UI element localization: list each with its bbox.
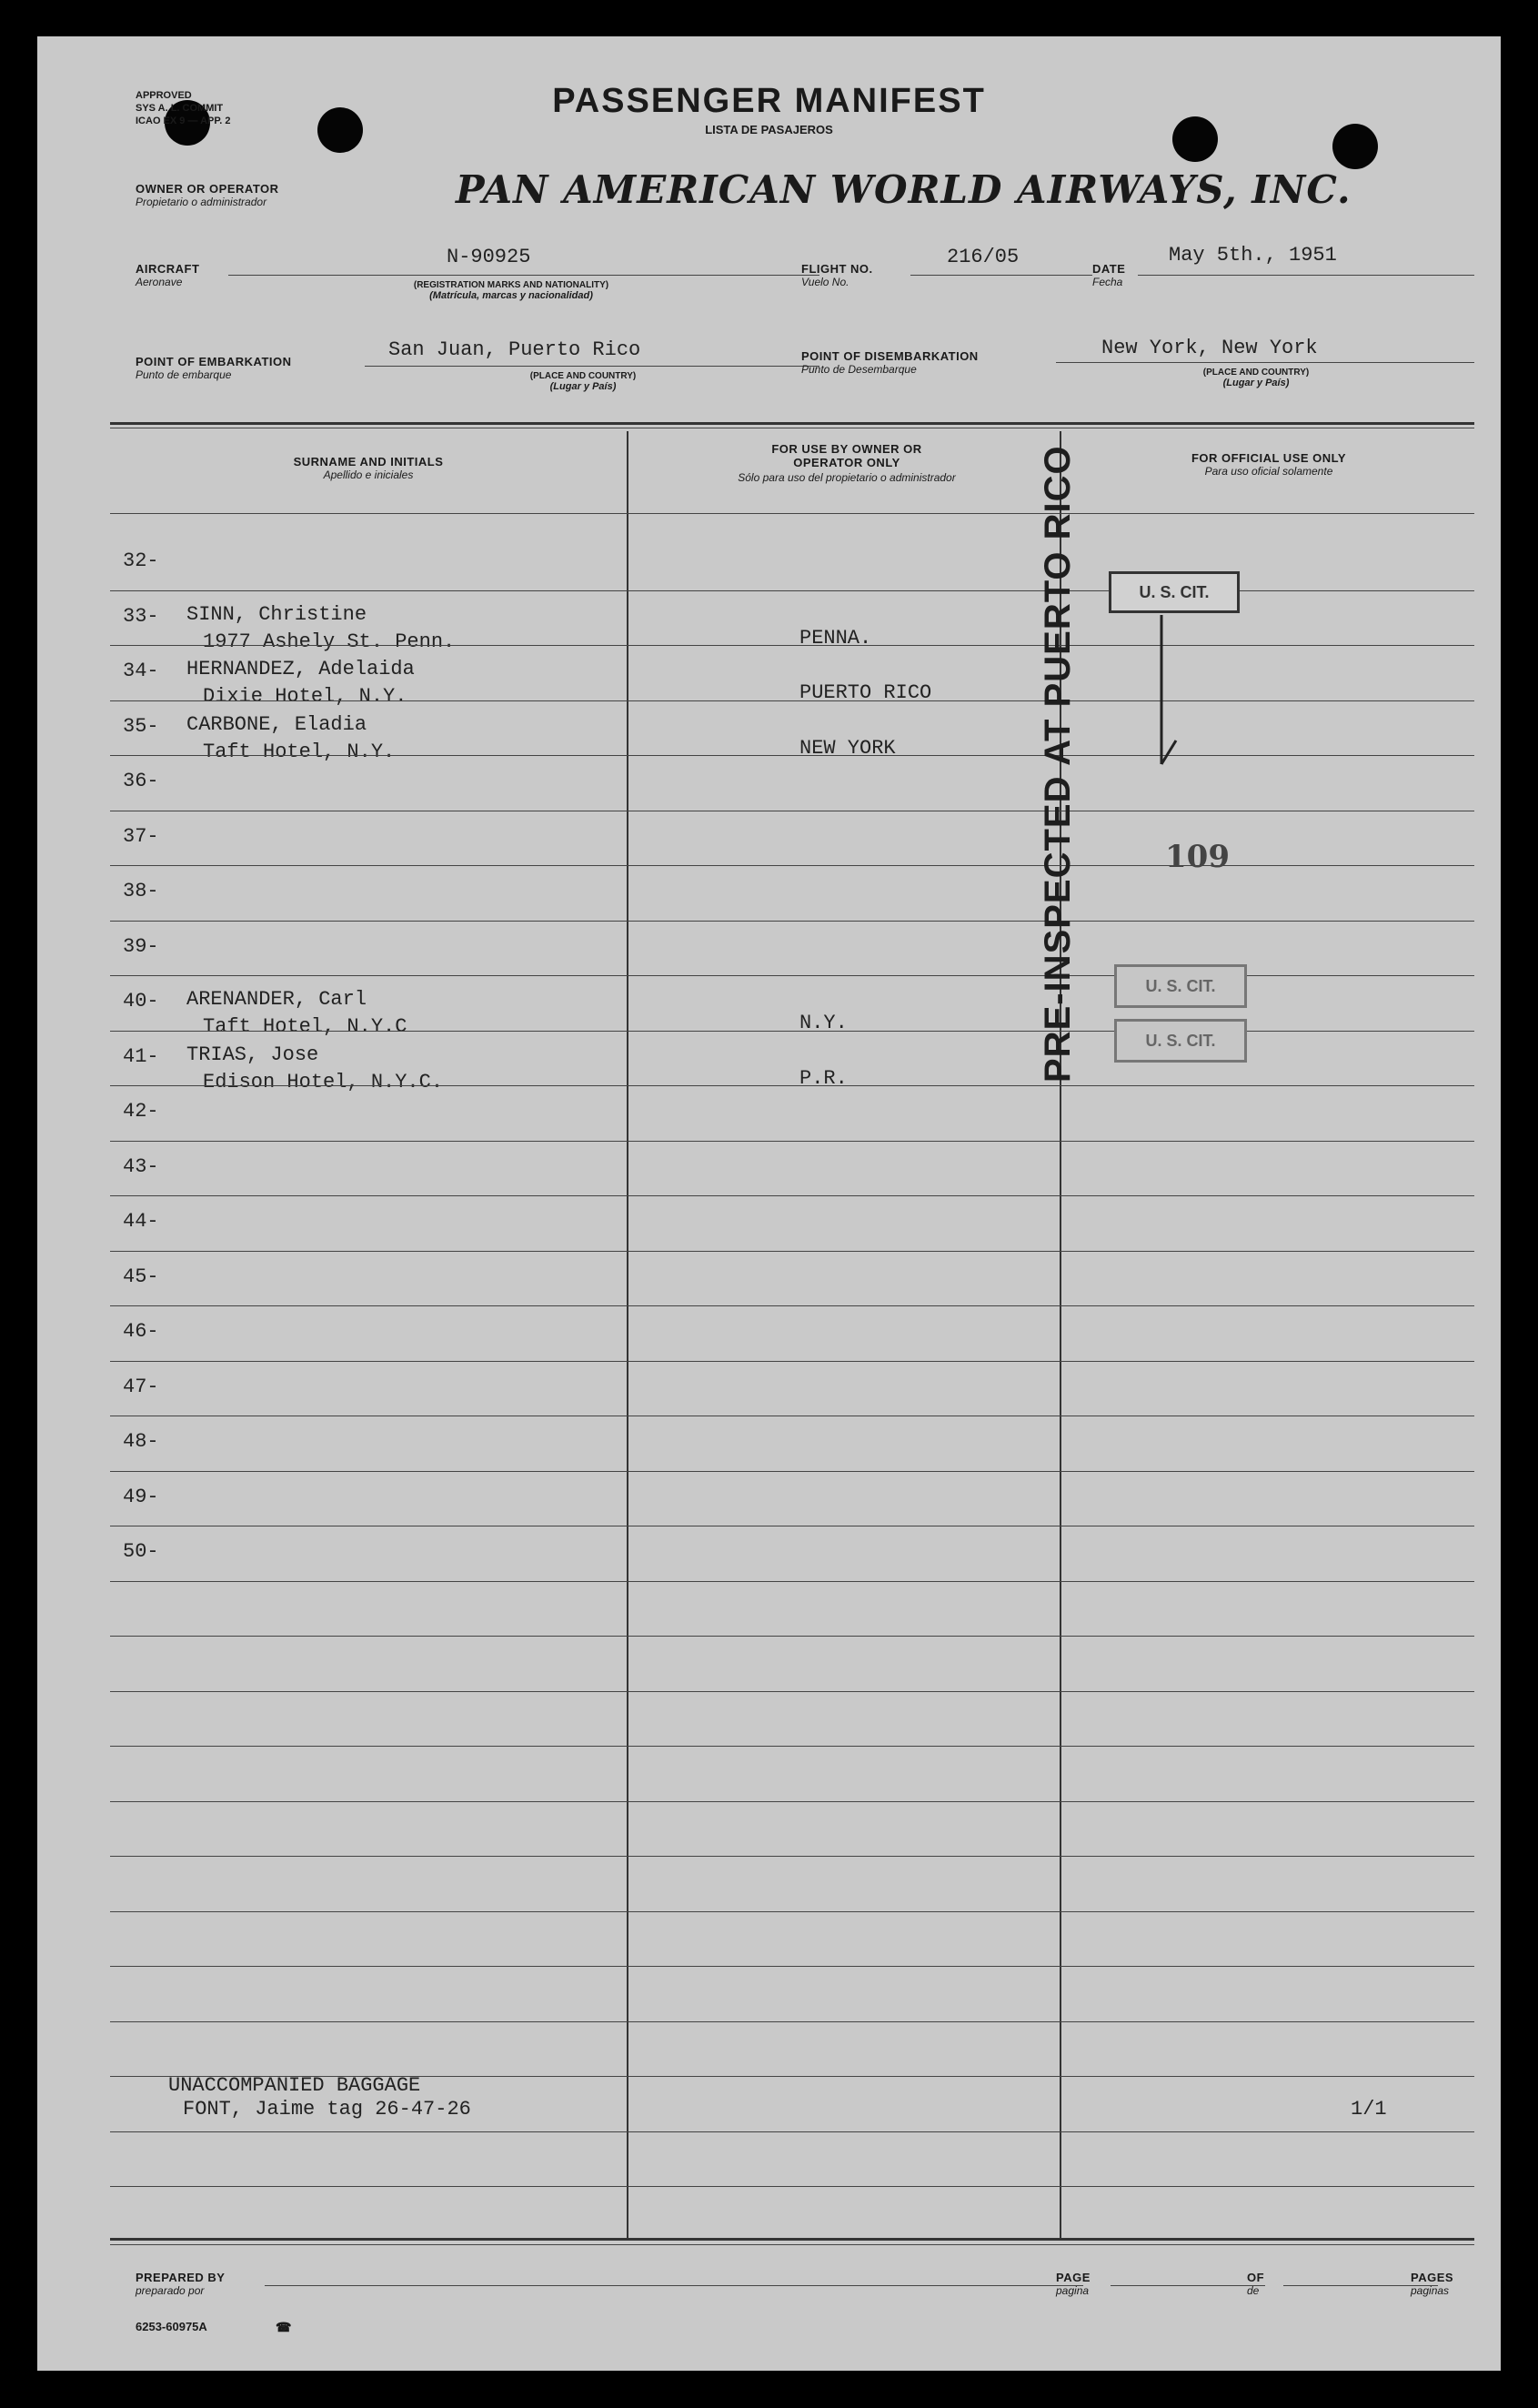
owner-column-title: FOR USE BY OWNER OR OPERATOR ONLY xyxy=(771,442,922,469)
row-rule xyxy=(110,1581,1474,1582)
disembark-label-es: Punto de Desembarque xyxy=(801,363,917,376)
blank-row-rule xyxy=(110,1856,1474,1857)
form-number: 6253-60975A xyxy=(136,2320,207,2333)
date-value: May 5th., 1951 xyxy=(1169,244,1337,267)
row-number: 45- xyxy=(123,1264,159,1288)
blank-row-rule xyxy=(110,1966,1474,1967)
owner-use-entry: N.Y. xyxy=(799,1012,848,1034)
aircraft-label-es: Aeronave xyxy=(136,276,183,288)
blank-row-rule xyxy=(110,1911,1474,1912)
disembark-line xyxy=(1056,362,1474,363)
row-number: 44- xyxy=(123,1210,159,1233)
page-label: PAGE xyxy=(1056,2271,1091,2284)
passenger-address: Taft Hotel, N.Y. xyxy=(203,740,396,763)
row-rule xyxy=(110,921,1474,922)
official-column-title-es: Para uso oficial solamente xyxy=(1204,465,1333,478)
pages-label-block xyxy=(1411,2271,1453,2297)
row-number: 38- xyxy=(123,880,159,902)
of-label-block xyxy=(1247,2271,1264,2297)
row-number: 33- xyxy=(123,604,159,628)
embark-line xyxy=(365,366,819,367)
aircraft-note-en: (REGISTRATION MARKS AND NATIONALITY) xyxy=(413,280,609,290)
row-rule xyxy=(110,700,1474,701)
embark-label-es: Punto de embarque xyxy=(136,368,232,381)
page-label-es: pagina xyxy=(1056,2284,1090,2297)
aircraft-note xyxy=(361,280,661,301)
row-rule xyxy=(110,1251,1474,1252)
owner-name: PAN AMERICAN WORLD AIRWAYS, INC. xyxy=(456,167,1352,212)
flight-label: FLIGHT NO. xyxy=(801,262,873,276)
row-number: 40- xyxy=(123,990,159,1013)
passenger-name: HERNANDEZ, Adelaida xyxy=(186,658,415,680)
page-title: PASSENGER MANIFEST xyxy=(552,82,986,120)
of-label-es: de xyxy=(1247,2284,1260,2297)
table-top-rule xyxy=(110,422,1474,425)
date-label-block xyxy=(1092,262,1125,288)
name-column-header xyxy=(110,455,627,481)
name-column-title-es: Apellido e iniciales xyxy=(323,469,414,481)
row-rule xyxy=(110,975,1474,976)
us-citizen-stamp: U. S. CIT. xyxy=(1109,571,1240,613)
name-column-title: SURNAME AND INITIALS xyxy=(293,455,444,469)
row-number: 42- xyxy=(123,1100,159,1123)
blank-row-rule xyxy=(110,1691,1474,1692)
row-number: 39- xyxy=(123,934,159,958)
row-rule xyxy=(110,1471,1474,1472)
owner-use-entry: PUERTO RICO xyxy=(799,681,932,704)
embark-note xyxy=(492,371,674,392)
row-rule xyxy=(110,1031,1474,1032)
embark-label-block xyxy=(136,355,292,381)
us-citizen-stamp: U. S. CIT. xyxy=(1114,964,1247,1008)
row-rule xyxy=(110,1085,1474,1086)
owner-column-title-es: Sólo para uso del propietario o administrador xyxy=(738,471,956,484)
passenger-name: CARBONE, Eladia xyxy=(186,712,367,736)
us-citizen-stamp: U. S. CIT. xyxy=(1114,1019,1247,1063)
place-note-es: (Lugar y País) xyxy=(1222,378,1290,388)
row-number: 49- xyxy=(123,1485,159,1508)
date-label-es: Fecha xyxy=(1092,276,1123,288)
column-divider xyxy=(627,431,628,2238)
disembark-note xyxy=(1165,368,1347,388)
row-number: 35- xyxy=(123,714,159,738)
row-rule xyxy=(110,1361,1474,1362)
owner-label-es: Propietario o administrador xyxy=(136,196,267,208)
embark-label: POINT OF EMBARKATION xyxy=(136,355,292,368)
owner-use-entry: P.R. xyxy=(799,1066,848,1090)
approval-line: ICAO EX 9 — APP. 2 xyxy=(136,116,231,126)
owner-column-header xyxy=(638,442,1056,484)
passenger-address: Edison Hotel, N.Y.C. xyxy=(203,1070,444,1093)
owner-use-entry: PENNA. xyxy=(799,626,872,650)
pages-label: PAGES xyxy=(1411,2271,1454,2284)
official-column-title: FOR OFFICIAL USE ONLY xyxy=(1191,451,1347,465)
prepared-by-block xyxy=(136,2271,225,2297)
page-label-block xyxy=(1056,2271,1091,2297)
pages-label-es: paginas xyxy=(1411,2284,1450,2297)
blank-row-rule xyxy=(110,2186,1474,2187)
row-number: 37- xyxy=(123,824,159,848)
pre-inspected-stamp: PRE-INSPECTED AT PUERTO RICO xyxy=(1038,445,1078,1083)
row-rule xyxy=(110,865,1474,866)
flight-label-block xyxy=(801,262,873,288)
page-line xyxy=(1111,2285,1265,2286)
approval-line: SYS A. L. COMMIT xyxy=(136,103,224,114)
disembark-value: New York, New York xyxy=(1101,337,1318,359)
owner-label-block xyxy=(136,182,279,208)
of-label: OF xyxy=(1247,2271,1265,2284)
row-rule xyxy=(110,590,1474,591)
row-number: 34- xyxy=(123,660,159,682)
table-bottom-rule xyxy=(110,2244,1474,2245)
row-rule xyxy=(110,1195,1474,1196)
baggage-title: UNACCOMPANIED BAGGAGE xyxy=(168,2074,421,2097)
disembark-label: POINT OF DISEMBARKATION xyxy=(801,349,979,363)
row-rule xyxy=(110,645,1474,646)
prepared-by-label-es: preparado por xyxy=(136,2284,205,2297)
aircraft-line xyxy=(228,275,819,276)
telephone-icon: ☎ xyxy=(276,2320,292,2334)
row-number: 46- xyxy=(123,1320,159,1343)
row-number: 50- xyxy=(123,1540,159,1563)
row-number: 36- xyxy=(123,770,159,792)
passenger-address: 1977 Ashely St. Penn. xyxy=(203,630,456,653)
place-note: (PLACE AND COUNTRY) xyxy=(529,371,637,381)
owner-label: OWNER OR OPERATOR xyxy=(136,182,279,196)
baggage-page-count: 1/1 xyxy=(1351,2098,1387,2121)
place-note: (PLACE AND COUNTRY) xyxy=(1202,368,1310,378)
blank-row-rule xyxy=(110,1636,1474,1637)
aircraft-label-block xyxy=(136,262,199,288)
row-number: 43- xyxy=(123,1154,159,1178)
place-note-es: (Lugar y País) xyxy=(549,381,617,392)
header-rule xyxy=(110,513,1474,514)
stamp-number: 109 xyxy=(1165,839,1230,875)
arrow-annotation xyxy=(1120,610,1192,773)
aircraft-note-es: (Matrícula, marcas y nacionalidad) xyxy=(429,290,593,301)
prepared-by-label: PREPARED BY xyxy=(136,2271,226,2284)
row-rule xyxy=(110,755,1474,756)
official-column-header xyxy=(1063,451,1474,478)
title-block xyxy=(37,82,1501,136)
passenger-name: ARENANDER, Carl xyxy=(186,988,367,1011)
prepared-by-line xyxy=(265,2285,1083,2286)
blank-row-rule xyxy=(110,2021,1474,2022)
row-number: 48- xyxy=(123,1430,159,1453)
flight-label-es: Vuelo No. xyxy=(801,276,849,288)
aircraft-value: N-90925 xyxy=(447,246,531,268)
passenger-name: SINN, Christine xyxy=(186,602,367,626)
passenger-address: Dixie Hotel, N.Y. xyxy=(203,685,407,708)
disembark-label-block xyxy=(801,349,979,376)
row-number: 32- xyxy=(123,549,159,572)
page-subtitle: LISTA DE PASAJEROS xyxy=(705,123,833,136)
blank-row-rule xyxy=(110,2131,1474,2132)
date-line xyxy=(1138,275,1474,276)
manifest-sheet xyxy=(37,36,1501,2371)
owner-use-entry: NEW YORK xyxy=(799,736,896,760)
flight-value: 216/05 xyxy=(947,246,1020,268)
passenger-name: TRIAS, Jose xyxy=(186,1043,319,1066)
passenger-address: Taft Hotel, N.Y.C xyxy=(203,1015,407,1038)
flight-line xyxy=(910,275,1092,276)
blank-row-rule xyxy=(110,1801,1474,1802)
row-rule xyxy=(110,1305,1474,1306)
blank-row-rule xyxy=(110,1746,1474,1747)
baggage-detail: FONT, Jaime tag 26-47-26 xyxy=(183,2098,471,2121)
row-number: 41- xyxy=(123,1044,159,1068)
row-rule xyxy=(110,1141,1474,1142)
row-number: 47- xyxy=(123,1375,159,1398)
table-bottom-rule xyxy=(110,2238,1474,2241)
embark-value: San Juan, Puerto Rico xyxy=(388,338,641,361)
approval-line: APPROVED xyxy=(136,90,192,101)
date-label: DATE xyxy=(1092,262,1126,276)
aircraft-label: AIRCRAFT xyxy=(136,262,200,276)
